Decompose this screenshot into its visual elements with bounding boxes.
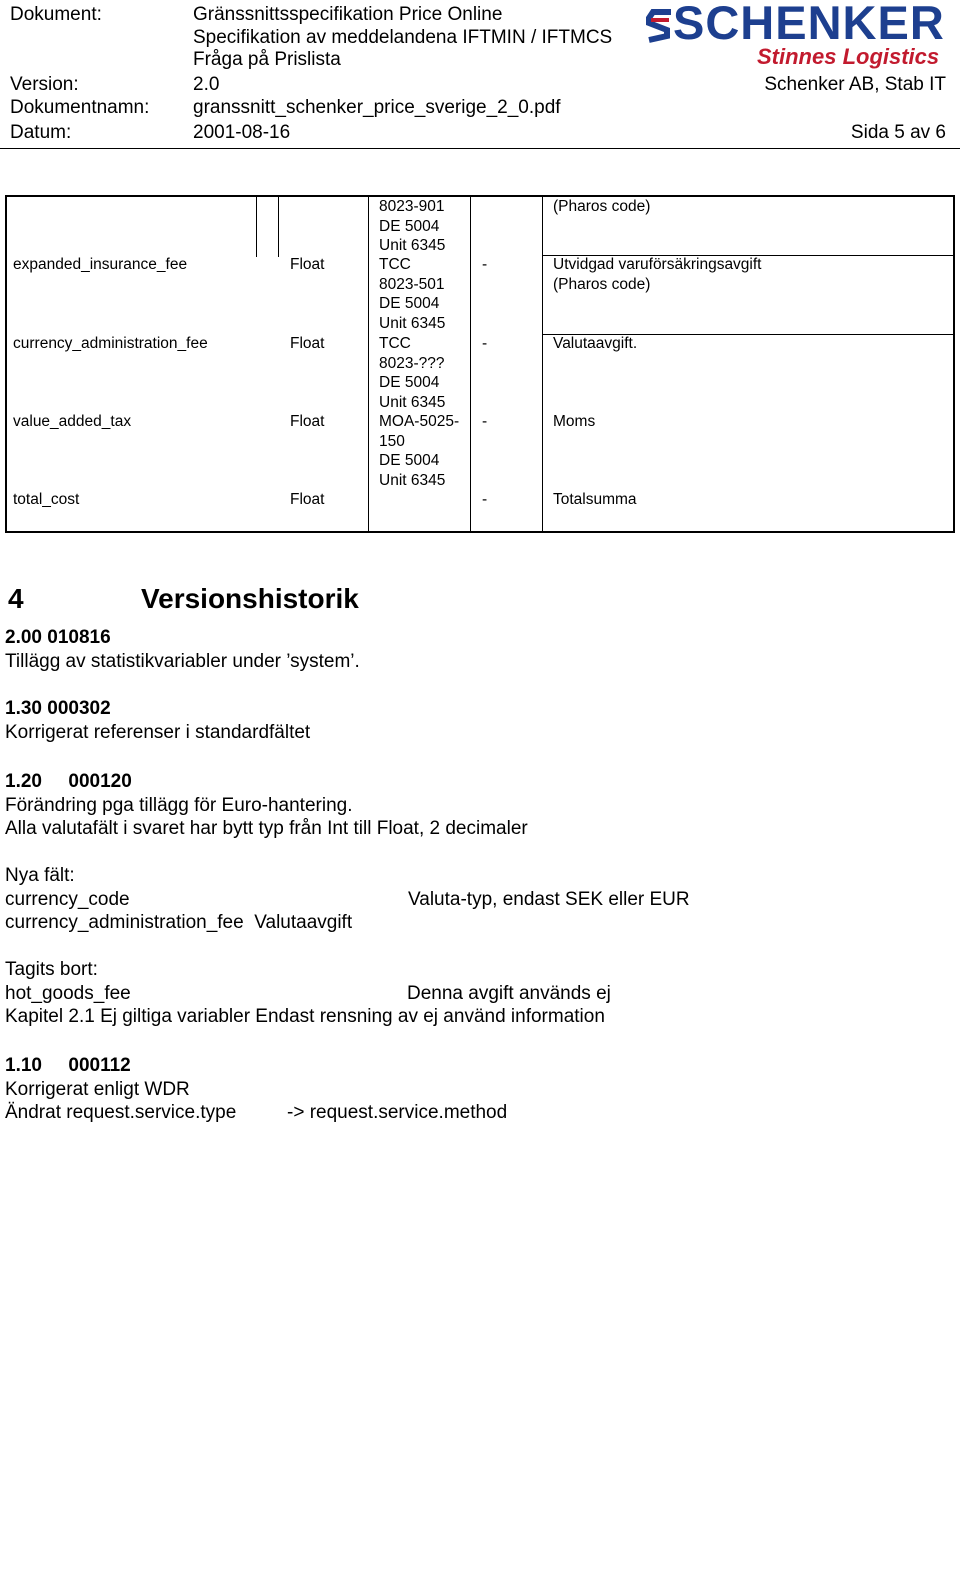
version-1-10-text-2 bbox=[5, 1101, 508, 1124]
table-cell-desc: Valutaavgift. bbox=[553, 335, 638, 352]
table-cell-name: currency_administration_fee bbox=[13, 335, 208, 352]
new-fields-label: Nya fält: bbox=[5, 865, 75, 886]
version-1-10-text-1: Korrigerat enligt WDR bbox=[5, 1079, 190, 1100]
version-1-30-heading: 1.30 000302 bbox=[5, 698, 111, 719]
table-vline bbox=[256, 197, 257, 257]
docname-label: Dokumentnamn: bbox=[10, 97, 150, 118]
removed-field-1 bbox=[5, 982, 611, 1005]
table-vline bbox=[542, 197, 543, 533]
table-cell-desc: Moms bbox=[553, 413, 596, 430]
removed-label: Tagits bort: bbox=[5, 959, 98, 980]
removed-field-1-name: hot_goods_fee bbox=[5, 983, 131, 1004]
new-field-1 bbox=[5, 888, 690, 911]
doc-title-line-1: Gränssnittsspecifikation Price Online bbox=[193, 4, 503, 25]
section-title: Versionshistorik bbox=[141, 583, 359, 614]
table-vline bbox=[278, 197, 279, 257]
table-cell-desc: Totalsumma bbox=[553, 491, 637, 508]
docname-value: granssnitt_schenker_price_sverige_2_0.pdf bbox=[193, 97, 561, 118]
version-1-10-old-value: Ändrat request.service.type bbox=[5, 1102, 237, 1123]
page-number: Sida 5 av 6 bbox=[850, 122, 946, 143]
table-cell-edi: MOA-5025- 150 DE 5004 Unit 6345 bbox=[379, 413, 460, 489]
table-cell-flag: - bbox=[482, 335, 488, 352]
table-cell-edi: 8023-901 DE 5004 Unit 6345 bbox=[379, 198, 446, 254]
version-value: 2.0 bbox=[193, 74, 220, 95]
logo-mark-icon bbox=[645, 6, 675, 46]
table-cell-name: total_cost bbox=[13, 491, 80, 508]
table-cell-flag: - bbox=[482, 256, 488, 273]
new-field-1-desc: Valuta-typ, endast SEK eller EUR bbox=[408, 889, 690, 910]
table-cell-name: expanded_insurance_fee bbox=[13, 256, 188, 273]
table-vline bbox=[470, 197, 471, 533]
removed-field-1-desc: Denna avgift används ej bbox=[407, 983, 611, 1004]
logo-subtitle: Stinnes Logistics bbox=[757, 44, 940, 69]
version-1-10-heading: 1.10 000112 bbox=[5, 1055, 131, 1076]
date-value: 2001-08-16 bbox=[193, 122, 291, 143]
table-cell-edi: TCC 8023-??? DE 5004 Unit 6345 bbox=[379, 335, 446, 411]
table-cell-type: Float bbox=[290, 335, 325, 352]
table-cell-type: Float bbox=[290, 491, 325, 508]
document-header bbox=[0, 0, 960, 150]
table-cell-name: value_added_tax bbox=[13, 413, 132, 430]
header-divider bbox=[0, 148, 960, 149]
table-cell-desc: (Pharos code) bbox=[553, 198, 651, 215]
table-cell-desc: Utvidgad varuförsäkringsavgift (Pharos code) bbox=[553, 256, 762, 293]
table-cell-edi: TCC 8023-501 DE 5004 Unit 6345 bbox=[379, 256, 446, 332]
doc-title-line-3: Fråga på Prislista bbox=[193, 49, 341, 70]
table-cell-flag: - bbox=[482, 413, 488, 430]
version-2-00-text: Tillägg av statistikvariabler under ’system’. bbox=[5, 651, 360, 672]
version-1-20-text-1: Förändring pga tillägg för Euro-hantering. bbox=[5, 795, 353, 816]
logo-wordmark: SCHENKER bbox=[673, 0, 945, 49]
company-name: Schenker AB, Stab IT bbox=[764, 74, 946, 95]
version-1-30-text: Korrigerat referenser i standardfältet bbox=[5, 722, 311, 743]
version-1-20-heading: 1.20 000120 bbox=[5, 771, 132, 792]
new-field-1-name: currency_code bbox=[5, 889, 130, 910]
version-1-20-text-2: Alla valutafält i svaret har bytt typ från Int till Float, 2 decimaler bbox=[5, 818, 528, 839]
removed-note: Kapitel 2.1 Ej giltiga variabler Endast rensning av ej använd information bbox=[5, 1006, 605, 1027]
table-cell-flag: - bbox=[482, 491, 488, 508]
section-number: 4 bbox=[8, 583, 24, 614]
version-2-00-heading: 2.00 010816 bbox=[5, 627, 111, 648]
version-1-10-new-value: -> request.service.method bbox=[287, 1102, 508, 1123]
doc-title-line-2: Specifikation av meddelandena IFTMIN / IFTMCS bbox=[193, 27, 613, 48]
table-cell-type: Float bbox=[290, 413, 325, 430]
date-label: Datum: bbox=[10, 122, 72, 143]
new-field-2: currency_administration_fee Valutaavgift bbox=[5, 912, 353, 933]
doc-label: Dokument: bbox=[10, 4, 102, 25]
schenker-logo bbox=[645, 0, 950, 70]
table-cell-type: Float bbox=[290, 256, 325, 273]
table-vline bbox=[368, 197, 369, 533]
version-label: Version: bbox=[10, 74, 79, 95]
field-table bbox=[5, 195, 955, 533]
